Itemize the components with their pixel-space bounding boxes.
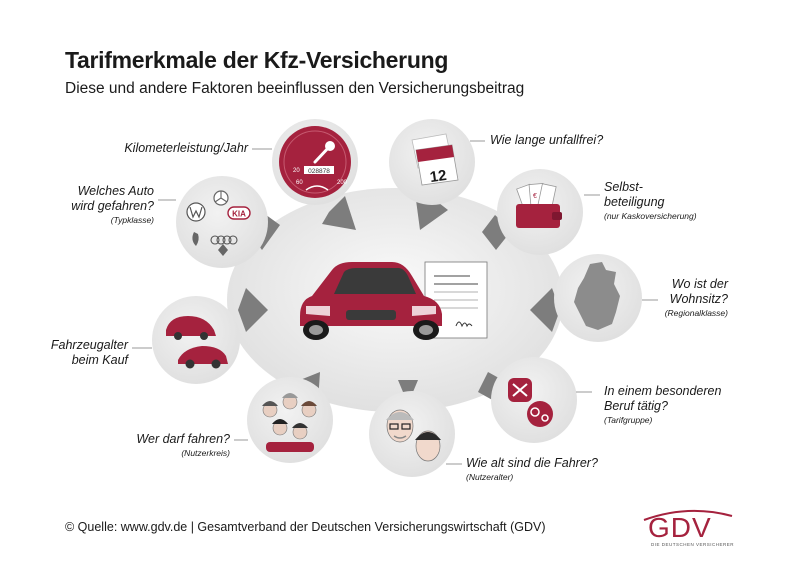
svg-text:200: 200 [337, 180, 348, 186]
label-alter-note: (Nutzeralter) [466, 472, 514, 482]
label-auto-line1: Welches Auto [77, 184, 154, 198]
label-fahrzeugalter-line1: Fahrzeugalter [50, 338, 128, 352]
label-selbst-line1: Selbst- [604, 180, 643, 194]
label-fahrer-text: Wer darf fahren? [136, 432, 230, 446]
gdv-logo-subtext: DIE DEUTSCHEN VERSICHERER [651, 542, 735, 547]
label-alter [466, 456, 598, 483]
svg-text:€: € [533, 193, 537, 200]
label-fahrzeugalter [10, 338, 128, 368]
gdv-logo-text: GDV [648, 512, 712, 543]
label-beruf-note: (Tarifgruppe) [604, 415, 653, 425]
label-selbst-note: (nur Kaskoversicherung) [604, 211, 697, 221]
svg-text:20: 20 [293, 168, 300, 174]
speedometer-icon [279, 126, 351, 198]
label-fahrzeugalter-line2: beim Kauf [71, 353, 128, 367]
label-fahrer-note: (Nutzerkreis) [181, 448, 230, 458]
circle-beruf [491, 357, 577, 443]
label-unfallfrei: Wie lange unfallfrei? [490, 133, 604, 147]
label-wohnsitz-note: (Regionalklasse) [664, 308, 728, 318]
footer-source: © Quelle: www.gdv.de | Gesamtverband der Deutschen Versicherungswirtschaft (GDV) [65, 520, 546, 534]
label-auto-note: (Typklasse) [110, 215, 154, 225]
label-selbst [604, 180, 697, 222]
label-kilometer: Kilometerleistung/Jahr [124, 141, 248, 155]
svg-text:60: 60 [296, 180, 303, 186]
wallet-icon [516, 183, 562, 228]
label-wohnsitz-line2: Wohnsitz? [669, 292, 728, 306]
svg-text:028878: 028878 [308, 168, 330, 175]
label-fahrer [100, 432, 230, 459]
label-wohnsitz [620, 277, 728, 319]
svg-text:KIA: KIA [232, 209, 246, 219]
label-beruf-line1: In einem besonderen [604, 384, 722, 398]
label-wohnsitz-line1: Wo ist der [671, 277, 728, 291]
label-alter-text: Wie alt sind die Fahrer? [466, 456, 598, 470]
svg-text:12: 12 [428, 166, 448, 187]
label-selbst-line2: beteiligung [604, 195, 665, 209]
label-beruf [604, 384, 721, 426]
label-auto [30, 184, 154, 226]
circle-fahrzeugalter [152, 296, 240, 384]
page-title: Tarifmerkmale der Kfz-Versicherung [65, 47, 449, 73]
page-subtitle: Diese und andere Faktoren beeinflussen den Versicherungsbeitrag [65, 80, 525, 97]
label-beruf-line2: Beruf tätig? [604, 399, 668, 413]
circle-alter [369, 391, 455, 477]
label-auto-line2: wird gefahren? [71, 199, 154, 213]
